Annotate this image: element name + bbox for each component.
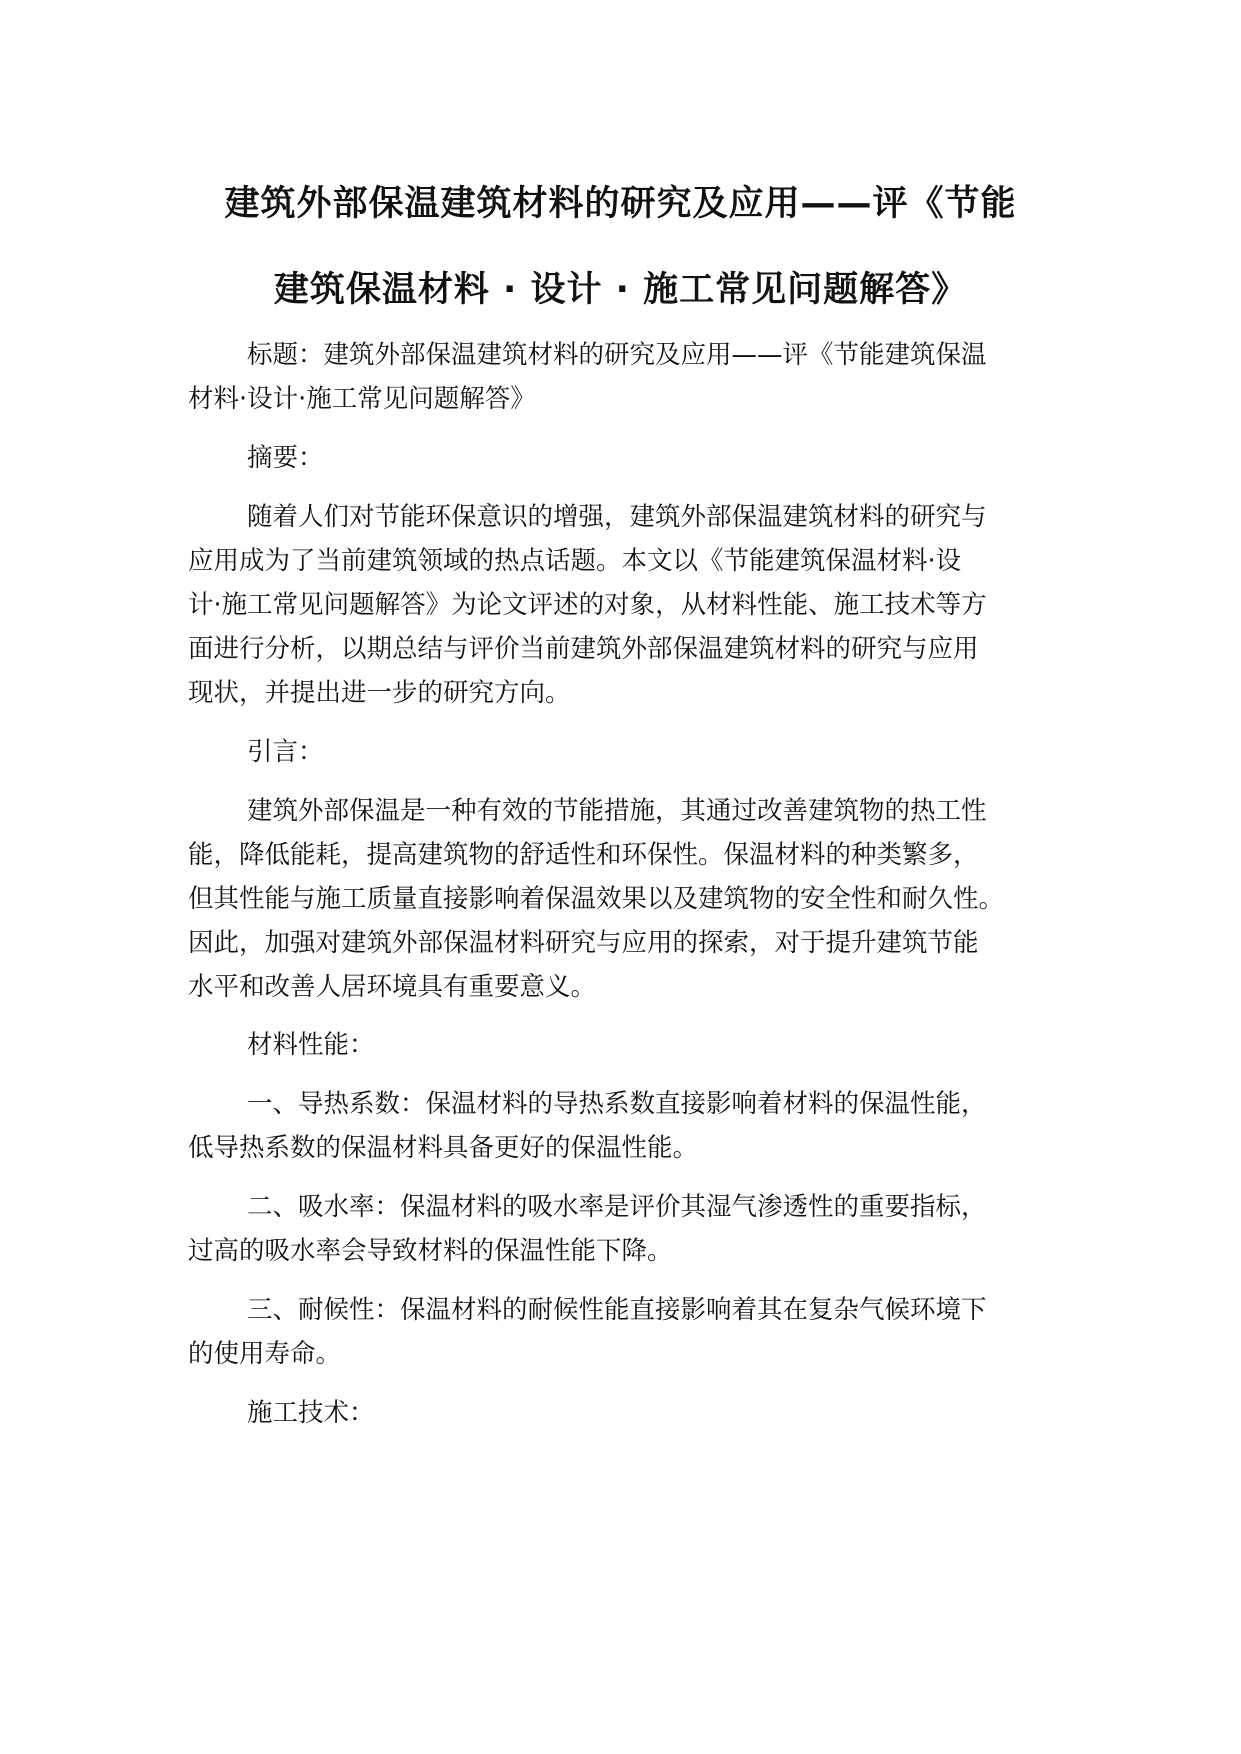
item1-line-1: 一、导热系数：保温材料的导热系数直接影响着材料的保温性能，	[247, 1089, 987, 1119]
item2-line-2: 过高的吸水率会导致材料的保温性能下降。	[188, 1236, 673, 1266]
item3-line-2: 的使用寿命。	[188, 1339, 342, 1369]
abstract-line-5: 现状，并提出进一步的研究方向。	[188, 678, 571, 708]
intro-line-5: 水平和改善人居环境具有重要意义。	[188, 972, 597, 1002]
construction-heading: 施工技术：	[247, 1398, 375, 1428]
intro-line-4: 因此，加强对建筑外部保温材料研究与应用的探索，对于提升建筑节能	[188, 928, 979, 958]
intro-line-3: 但其性能与施工质量直接影响着保温效果以及建筑物的安全性和耐久性。	[188, 884, 1005, 914]
abstract-line-2: 应用成为了当前建筑领域的热点话题。本文以《节能建筑保温材料·设	[188, 546, 962, 576]
intro-line-1: 建筑外部保温是一种有效的节能措施，其通过改善建筑物的热工性	[247, 796, 987, 826]
item3-line-1: 三、耐候性：保温材料的耐候性能直接影响着其在复杂气候环境下	[247, 1295, 987, 1325]
document-title-line-2: 建筑保温材料 · 设计 · 施工常见问题解答》	[273, 270, 968, 310]
item2-line-1: 二、吸水率：保温材料的吸水率是评价其湿气渗透性的重要指标，	[247, 1192, 987, 1222]
intro-line-2: 能，降低能耗，提高建筑物的舒适性和环保性。保温材料的种类繁多，	[188, 840, 979, 870]
abstract-heading: 摘要：	[247, 443, 324, 473]
abstract-line-4: 面进行分析，以期总结与评价当前建筑外部保温建筑材料的研究与应用	[188, 634, 979, 664]
abstract-line-3: 计·施工常见问题解答》为论文评述的对象，从材料性能、施工技术等方	[188, 590, 987, 620]
intro-heading: 引言：	[247, 737, 324, 767]
subtitle-line-1: 标题：建筑外部保温建筑材料的研究及应用——评《节能建筑保温	[247, 340, 987, 370]
abstract-line-1: 随着人们对节能环保意识的增强，建筑外部保温建筑材料的研究与	[247, 502, 987, 532]
item1-line-2: 低导热系数的保温材料具备更好的保温性能。	[188, 1133, 699, 1163]
document-title-line-1: 建筑外部保温建筑材料的研究及应用——评《节能	[224, 184, 1017, 224]
materials-heading: 材料性能：	[247, 1030, 375, 1060]
subtitle-line-2: 材料·设计·施工常见问题解答》	[188, 384, 536, 414]
